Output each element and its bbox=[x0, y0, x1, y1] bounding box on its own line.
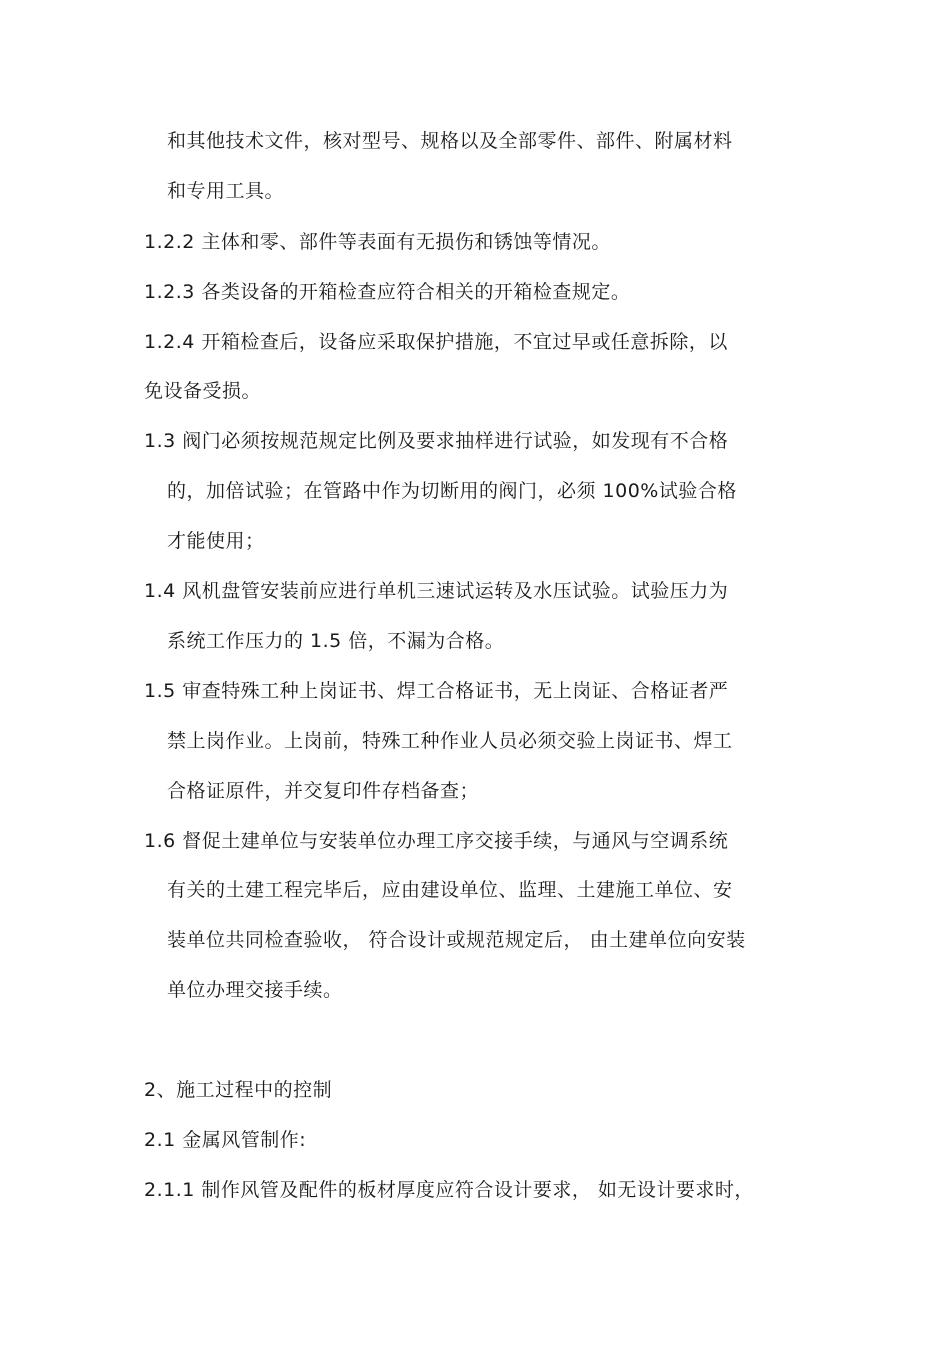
text-line-3: 1.2.2 主体和零、部件等表面有无损伤和锈蚀等情况。 bbox=[144, 231, 611, 253]
text-line-12: 1.5 审查特殊工种上岗证书、焊工合格证书，无上岗证、合格证者严 bbox=[144, 680, 729, 702]
text-line-1: 和其他技术文件，核对型号、规格以及全部零件、部件、附属材料 bbox=[167, 130, 733, 152]
text-line-9: 才能使用； bbox=[167, 530, 265, 552]
text-line-7: 1.3 阀门必须按规范规定比例及要求抽样进行试验，如发现有不合格 bbox=[144, 430, 729, 452]
text-line-18: 单位办理交接手续。 bbox=[167, 979, 343, 1001]
text-line-15: 1.6 督促土建单位与安装单位办理工序交接手续，与通风与空调系统 bbox=[144, 830, 729, 852]
text-line-14: 合格证原件，并交复印件存档备查； bbox=[167, 780, 480, 802]
text-line-4: 1.2.3 各类设备的开箱检查应符合相关的开箱检查规定。 bbox=[144, 281, 631, 303]
text-line-2: 和专用工具。 bbox=[167, 180, 285, 202]
text-line-21: 2.1.1 制作风管及配件的板材厚度应符合设计要求， 如无设计要求时， bbox=[144, 1179, 754, 1201]
text-line-13: 禁上岗作业。上岗前，特殊工种作业人员必须交验上岗证书、焊工 bbox=[167, 730, 733, 752]
section-heading: 2、施工过程中的控制 bbox=[144, 1079, 333, 1101]
text-line-6: 免设备受损。 bbox=[144, 380, 262, 402]
text-line-10: 1.4 风机盘管安装前应进行单机三速试运转及水压试验。试验压力为 bbox=[144, 580, 729, 602]
text-line-17: 装单位共同检查验收， 符合设计或规范规定后， 由土建单位向安装 bbox=[167, 929, 746, 951]
text-line-11: 系统工作压力的 1.5 倍，不漏为合格。 bbox=[167, 630, 505, 652]
subsection-heading: 2.1 金属风管制作: bbox=[144, 1129, 307, 1151]
text-line-5: 1.2.4 开箱检查后，设备应采取保护措施，不宜过早或任意拆除，以 bbox=[144, 331, 728, 353]
text-line-8: 的，加倍试验；在管路中作为切断用的阀门，必须 100%试验合格 bbox=[167, 480, 737, 502]
text-line-16: 有关的土建工程完毕后，应由建设单位、监理、土建施工单位、安 bbox=[167, 879, 733, 901]
